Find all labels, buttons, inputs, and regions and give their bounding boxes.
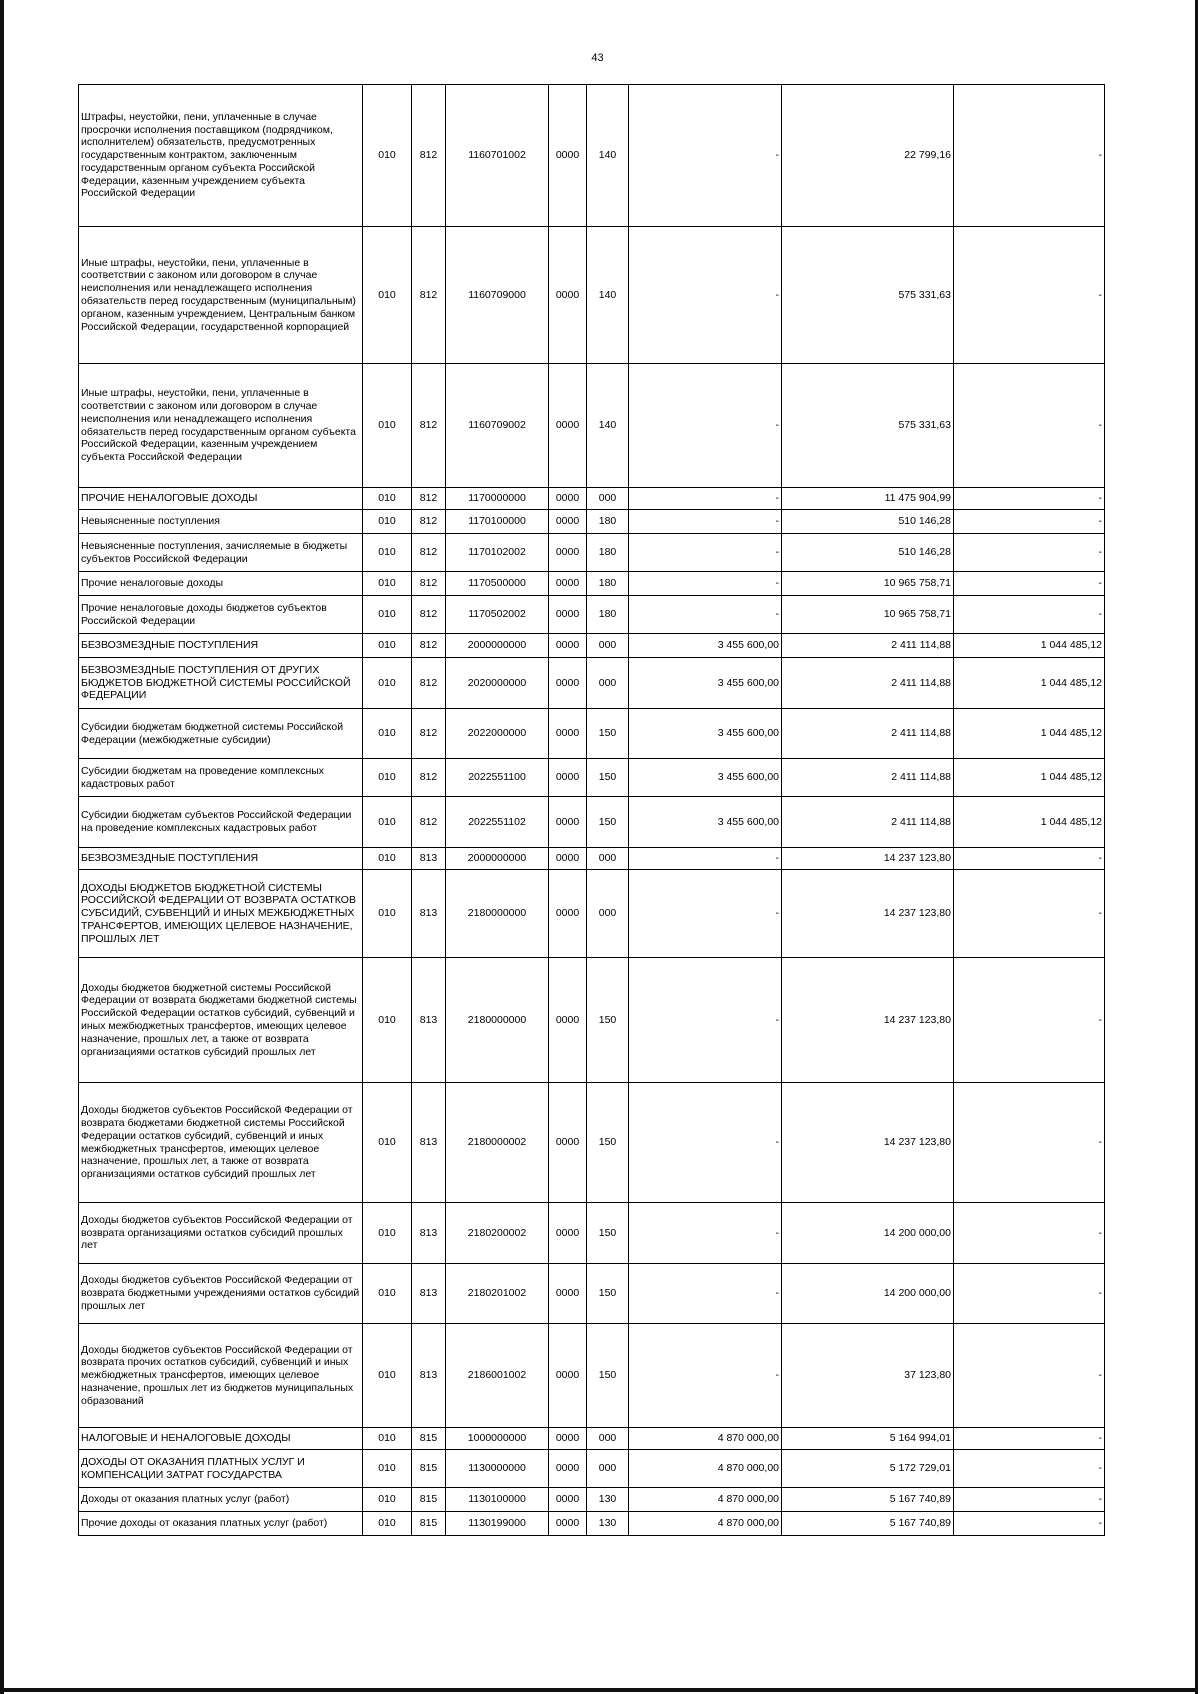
table-row bbox=[79, 1264, 1105, 1324]
row-code-4: 0000 bbox=[549, 488, 587, 510]
row-code-1: 010 bbox=[363, 634, 412, 658]
row-value-1: 4 870 000,00 bbox=[629, 1512, 782, 1536]
page-border-bottom bbox=[0, 1688, 1198, 1692]
row-description: Иные штрафы, неустойки, пени, уплаченные в соответствии с законом или договором в случае неисполнения или ненадлежащего исполнения обязательств перед государственным (муниципальным) органом, казенным учреждением, Центральным банком Российской Федерации, государственной корпорацией bbox=[79, 227, 363, 364]
row-value-3: - bbox=[954, 958, 1105, 1083]
table-row bbox=[79, 1428, 1105, 1450]
row-description: Доходы бюджетов субъектов Российской Федерации от возврата бюджетными учреждениями остатков субсидий прошлых лет bbox=[79, 1264, 363, 1324]
row-value-1: 4 870 000,00 bbox=[629, 1488, 782, 1512]
row-value-3: - bbox=[954, 870, 1105, 958]
row-value-1: - bbox=[629, 1324, 782, 1428]
table-row bbox=[79, 596, 1105, 634]
row-description: Невыясненные поступления, зачисляемые в бюджеты субъектов Российской Федерации bbox=[79, 534, 363, 572]
row-code-3: 2186001002 bbox=[446, 1324, 549, 1428]
row-code-3: 1000000000 bbox=[446, 1428, 549, 1450]
row-description: ДОХОДЫ БЮДЖЕТОВ БЮДЖЕТНОЙ СИСТЕМЫ РОССИЙСКОЙ ФЕДЕРАЦИИ ОТ ВОЗВРАТА ОСТАТКОВ СУБСИДИЙ, СУБВЕНЦИЙ И ИНЫХ МЕЖБЮДЖЕТНЫХ ТРАНСФЕРТОВ, ИМЕЮЩИХ ЦЕЛЕВОЕ НАЗНАЧЕНИЕ, ПРОШЛЫХ ЛЕТ bbox=[79, 870, 363, 958]
row-value-1: 3 455 600,00 bbox=[629, 759, 782, 797]
row-code-4: 0000 bbox=[549, 596, 587, 634]
row-code-1: 010 bbox=[363, 227, 412, 364]
row-value-2: 2 411 114,88 bbox=[782, 658, 954, 709]
row-code-1: 010 bbox=[363, 596, 412, 634]
row-code-5: 000 bbox=[587, 1450, 629, 1488]
row-code-3: 1170102002 bbox=[446, 534, 549, 572]
row-value-3: - bbox=[954, 572, 1105, 596]
row-value-1: 4 870 000,00 bbox=[629, 1428, 782, 1450]
row-code-2: 812 bbox=[412, 759, 446, 797]
table-row bbox=[79, 1203, 1105, 1264]
row-code-5: 150 bbox=[587, 1083, 629, 1203]
row-code-4: 0000 bbox=[549, 572, 587, 596]
row-value-3: - bbox=[954, 1488, 1105, 1512]
row-description: Прочие доходы от оказания платных услуг (работ) bbox=[79, 1512, 363, 1536]
row-code-5: 150 bbox=[587, 1324, 629, 1428]
income-table bbox=[78, 84, 1105, 1536]
row-value-3: - bbox=[954, 1083, 1105, 1203]
row-value-2: 10 965 758,71 bbox=[782, 572, 954, 596]
row-code-3: 1130199000 bbox=[446, 1512, 549, 1536]
row-code-5: 150 bbox=[587, 958, 629, 1083]
table-row bbox=[79, 227, 1105, 364]
row-value-1: 3 455 600,00 bbox=[629, 797, 782, 848]
row-code-3: 2180200002 bbox=[446, 1203, 549, 1264]
row-value-3: - bbox=[954, 848, 1105, 870]
row-description: БЕЗВОЗМЕЗДНЫЕ ПОСТУПЛЕНИЯ ОТ ДРУГИХ БЮДЖЕТОВ БЮДЖЕТНОЙ СИСТЕМЫ РОССИЙСКОЙ ФЕДЕРАЦИИ bbox=[79, 658, 363, 709]
row-code-2: 812 bbox=[412, 709, 446, 759]
row-value-1: 4 870 000,00 bbox=[629, 1450, 782, 1488]
row-value-3: - bbox=[954, 1264, 1105, 1324]
row-value-3: 1 044 485,12 bbox=[954, 759, 1105, 797]
row-code-1: 010 bbox=[363, 1450, 412, 1488]
row-description: Штрафы, неустойки, пени, уплаченные в случае просрочки исполнения поставщиком (подрядчиком, исполнителем) обязательств, предусмотренных государственным контрактом, заключенным государственным органом субъекта Российской Федерации, казенным учреждением субъекта Российской Федерации bbox=[79, 85, 363, 227]
table-row bbox=[79, 85, 1105, 227]
row-value-3: - bbox=[954, 534, 1105, 572]
page-border-right bbox=[1195, 0, 1198, 1694]
row-code-5: 000 bbox=[587, 634, 629, 658]
row-code-5: 000 bbox=[587, 1428, 629, 1450]
row-code-1: 010 bbox=[363, 488, 412, 510]
row-code-3: 2022000000 bbox=[446, 709, 549, 759]
row-code-1: 010 bbox=[363, 1203, 412, 1264]
row-code-4: 0000 bbox=[549, 1324, 587, 1428]
row-code-2: 815 bbox=[412, 1488, 446, 1512]
row-value-3: - bbox=[954, 1450, 1105, 1488]
table-body bbox=[79, 85, 1105, 1536]
row-code-4: 0000 bbox=[549, 709, 587, 759]
row-code-2: 813 bbox=[412, 1324, 446, 1428]
row-value-1: - bbox=[629, 227, 782, 364]
row-value-3: - bbox=[954, 1324, 1105, 1428]
table-row bbox=[79, 1083, 1105, 1203]
table-row bbox=[79, 1324, 1105, 1428]
row-code-4: 0000 bbox=[549, 797, 587, 848]
row-value-2: 5 167 740,89 bbox=[782, 1512, 954, 1536]
row-code-5: 150 bbox=[587, 1264, 629, 1324]
row-value-2: 5 167 740,89 bbox=[782, 1488, 954, 1512]
row-code-5: 130 bbox=[587, 1488, 629, 1512]
row-code-1: 010 bbox=[363, 364, 412, 488]
row-code-4: 0000 bbox=[549, 870, 587, 958]
row-code-3: 1170500000 bbox=[446, 572, 549, 596]
table-row bbox=[79, 1488, 1105, 1512]
row-value-2: 575 331,63 bbox=[782, 364, 954, 488]
row-code-2: 812 bbox=[412, 488, 446, 510]
row-value-1: - bbox=[629, 85, 782, 227]
row-value-3: - bbox=[954, 85, 1105, 227]
row-code-4: 0000 bbox=[549, 1512, 587, 1536]
row-value-1: - bbox=[629, 1264, 782, 1324]
row-code-4: 0000 bbox=[549, 364, 587, 488]
row-value-1: 3 455 600,00 bbox=[629, 634, 782, 658]
row-value-1: - bbox=[629, 1083, 782, 1203]
row-code-5: 180 bbox=[587, 510, 629, 534]
table-row bbox=[79, 797, 1105, 848]
row-code-5: 150 bbox=[587, 709, 629, 759]
row-value-2: 575 331,63 bbox=[782, 227, 954, 364]
row-description: Невыясненные поступления bbox=[79, 510, 363, 534]
row-description: Субсидии бюджетам на проведение комплексных кадастровых работ bbox=[79, 759, 363, 797]
row-code-5: 140 bbox=[587, 227, 629, 364]
table-row bbox=[79, 958, 1105, 1083]
row-value-1: - bbox=[629, 488, 782, 510]
row-value-1: - bbox=[629, 848, 782, 870]
table-row bbox=[79, 1450, 1105, 1488]
row-code-1: 010 bbox=[363, 510, 412, 534]
row-code-2: 812 bbox=[412, 797, 446, 848]
row-code-5: 180 bbox=[587, 534, 629, 572]
row-code-5: 130 bbox=[587, 1512, 629, 1536]
row-value-2: 2 411 114,88 bbox=[782, 709, 954, 759]
row-value-1: - bbox=[629, 1203, 782, 1264]
row-code-3: 2180201002 bbox=[446, 1264, 549, 1324]
row-description: Доходы бюджетов субъектов Российской Федерации от возврата прочих остатков субсидий, субвенций и иных межбюджетных трансфертов, имеющих целевое назначение, прошлых лет из бюджетов муниципальных образований bbox=[79, 1324, 363, 1428]
row-code-5: 150 bbox=[587, 1203, 629, 1264]
row-code-3: 1170000000 bbox=[446, 488, 549, 510]
row-code-2: 815 bbox=[412, 1450, 446, 1488]
row-code-2: 813 bbox=[412, 848, 446, 870]
row-code-2: 815 bbox=[412, 1428, 446, 1450]
row-value-3: 1 044 485,12 bbox=[954, 634, 1105, 658]
row-value-3: - bbox=[954, 1203, 1105, 1264]
row-value-2: 2 411 114,88 bbox=[782, 634, 954, 658]
row-value-2: 510 146,28 bbox=[782, 534, 954, 572]
row-code-4: 0000 bbox=[549, 848, 587, 870]
row-code-4: 0000 bbox=[549, 227, 587, 364]
row-value-2: 2 411 114,88 bbox=[782, 797, 954, 848]
row-description: ПРОЧИЕ НЕНАЛОГОВЫЕ ДОХОДЫ bbox=[79, 488, 363, 510]
row-code-1: 010 bbox=[363, 658, 412, 709]
row-value-3: - bbox=[954, 488, 1105, 510]
row-description: Прочие неналоговые доходы bbox=[79, 572, 363, 596]
row-code-5: 180 bbox=[587, 596, 629, 634]
row-code-2: 812 bbox=[412, 658, 446, 709]
row-code-3: 2020000000 bbox=[446, 658, 549, 709]
row-value-3: - bbox=[954, 1428, 1105, 1450]
row-code-1: 010 bbox=[363, 1324, 412, 1428]
row-code-4: 0000 bbox=[549, 1428, 587, 1450]
row-code-2: 812 bbox=[412, 364, 446, 488]
row-code-1: 010 bbox=[363, 85, 412, 227]
row-code-4: 0000 bbox=[549, 958, 587, 1083]
row-code-4: 0000 bbox=[549, 85, 587, 227]
row-value-2: 14 237 123,80 bbox=[782, 1083, 954, 1203]
row-code-1: 010 bbox=[363, 572, 412, 596]
row-value-2: 5 164 994,01 bbox=[782, 1428, 954, 1450]
table-row bbox=[79, 658, 1105, 709]
row-code-2: 815 bbox=[412, 1512, 446, 1536]
row-code-1: 010 bbox=[363, 1488, 412, 1512]
row-value-3: - bbox=[954, 364, 1105, 488]
row-code-5: 140 bbox=[587, 85, 629, 227]
row-code-3: 1130000000 bbox=[446, 1450, 549, 1488]
row-value-2: 14 237 123,80 bbox=[782, 870, 954, 958]
row-code-1: 010 bbox=[363, 534, 412, 572]
row-code-2: 813 bbox=[412, 1203, 446, 1264]
row-code-1: 010 bbox=[363, 759, 412, 797]
row-code-5: 150 bbox=[587, 759, 629, 797]
row-value-2: 5 172 729,01 bbox=[782, 1450, 954, 1488]
row-code-3: 1160701002 bbox=[446, 85, 549, 227]
row-code-3: 1160709000 bbox=[446, 227, 549, 364]
row-value-1: - bbox=[629, 534, 782, 572]
row-code-3: 1160709002 bbox=[446, 364, 549, 488]
row-code-4: 0000 bbox=[549, 1203, 587, 1264]
row-code-5: 000 bbox=[587, 658, 629, 709]
table-row bbox=[79, 848, 1105, 870]
row-code-2: 812 bbox=[412, 572, 446, 596]
row-code-1: 010 bbox=[363, 1264, 412, 1324]
table-row bbox=[79, 1512, 1105, 1536]
row-value-1: - bbox=[629, 958, 782, 1083]
row-value-1: - bbox=[629, 870, 782, 958]
row-value-3: - bbox=[954, 1512, 1105, 1536]
row-code-5: 000 bbox=[587, 848, 629, 870]
row-code-5: 140 bbox=[587, 364, 629, 488]
row-code-4: 0000 bbox=[549, 534, 587, 572]
row-value-1: 3 455 600,00 bbox=[629, 709, 782, 759]
row-code-1: 010 bbox=[363, 1083, 412, 1203]
row-code-2: 813 bbox=[412, 870, 446, 958]
row-description: Иные штрафы, неустойки, пени, уплаченные в соответствии с законом или договором в случае неисполнения или ненадлежащего исполнения обязательств перед государственным органом субъекта Российской Федерации, казенным учреждением субъекта Российской Федерации bbox=[79, 364, 363, 488]
row-code-1: 010 bbox=[363, 848, 412, 870]
row-code-4: 0000 bbox=[549, 1450, 587, 1488]
row-code-3: 1170502002 bbox=[446, 596, 549, 634]
row-code-4: 0000 bbox=[549, 1083, 587, 1203]
row-code-3: 2000000000 bbox=[446, 848, 549, 870]
row-description: Доходы от оказания платных услуг (работ) bbox=[79, 1488, 363, 1512]
row-code-5: 000 bbox=[587, 870, 629, 958]
table-row bbox=[79, 364, 1105, 488]
row-description: БЕЗВОЗМЕЗДНЫЕ ПОСТУПЛЕНИЯ bbox=[79, 634, 363, 658]
row-code-2: 812 bbox=[412, 510, 446, 534]
row-code-2: 812 bbox=[412, 85, 446, 227]
row-code-3: 2022551102 bbox=[446, 797, 549, 848]
page-number: 43 bbox=[591, 52, 604, 64]
row-code-2: 813 bbox=[412, 1264, 446, 1324]
row-value-2: 14 237 123,80 bbox=[782, 958, 954, 1083]
row-code-4: 0000 bbox=[549, 759, 587, 797]
row-code-2: 813 bbox=[412, 1083, 446, 1203]
row-value-1: - bbox=[629, 596, 782, 634]
table-row bbox=[79, 870, 1105, 958]
row-code-5: 000 bbox=[587, 488, 629, 510]
row-code-1: 010 bbox=[363, 870, 412, 958]
row-value-2: 14 200 000,00 bbox=[782, 1264, 954, 1324]
table-row bbox=[79, 534, 1105, 572]
row-code-4: 0000 bbox=[549, 1264, 587, 1324]
row-code-4: 0000 bbox=[549, 658, 587, 709]
row-description: Субсидии бюджетам бюджетной системы Российской Федерации (межбюджетные субсидии) bbox=[79, 709, 363, 759]
row-code-3: 2180000000 bbox=[446, 870, 549, 958]
row-description: Субсидии бюджетам субъектов Российской Федерации на проведение комплексных кадастровых работ bbox=[79, 797, 363, 848]
row-value-3: - bbox=[954, 596, 1105, 634]
row-value-2: 11 475 904,99 bbox=[782, 488, 954, 510]
row-code-3: 2180000000 bbox=[446, 958, 549, 1083]
row-code-5: 150 bbox=[587, 797, 629, 848]
row-code-1: 010 bbox=[363, 709, 412, 759]
row-code-2: 812 bbox=[412, 534, 446, 572]
row-code-3: 1170100000 bbox=[446, 510, 549, 534]
row-description: Доходы бюджетов бюджетной системы Российской Федерации от возврата бюджетами бюджетной системы Российской Федерации остатков субсидий, субвенций и иных межбюджетных трансфертов, имеющих целевое назначение, прошлых лет, а также от возврата организациями остатков субсидий прошлых лет bbox=[79, 958, 363, 1083]
table-row bbox=[79, 709, 1105, 759]
row-value-2: 37 123,80 bbox=[782, 1324, 954, 1428]
row-value-1: - bbox=[629, 572, 782, 596]
row-code-1: 010 bbox=[363, 958, 412, 1083]
row-description: Доходы бюджетов субъектов Российской Федерации от возврата организациями остатков субсидий прошлых лет bbox=[79, 1203, 363, 1264]
table-row bbox=[79, 510, 1105, 534]
table-row bbox=[79, 488, 1105, 510]
row-value-2: 14 200 000,00 bbox=[782, 1203, 954, 1264]
row-code-2: 813 bbox=[412, 958, 446, 1083]
row-value-1: 3 455 600,00 bbox=[629, 658, 782, 709]
row-value-2: 14 237 123,80 bbox=[782, 848, 954, 870]
row-code-3: 1130100000 bbox=[446, 1488, 549, 1512]
row-code-2: 812 bbox=[412, 634, 446, 658]
row-code-2: 812 bbox=[412, 596, 446, 634]
row-code-1: 010 bbox=[363, 797, 412, 848]
row-code-4: 0000 bbox=[549, 634, 587, 658]
row-code-1: 010 bbox=[363, 1512, 412, 1536]
table-row bbox=[79, 572, 1105, 596]
row-description: БЕЗВОЗМЕЗДНЫЕ ПОСТУПЛЕНИЯ bbox=[79, 848, 363, 870]
row-value-3: - bbox=[954, 510, 1105, 534]
row-code-3: 2022551100 bbox=[446, 759, 549, 797]
table-row bbox=[79, 759, 1105, 797]
row-value-2: 10 965 758,71 bbox=[782, 596, 954, 634]
row-code-3: 2180000002 bbox=[446, 1083, 549, 1203]
row-code-2: 812 bbox=[412, 227, 446, 364]
row-value-2: 510 146,28 bbox=[782, 510, 954, 534]
row-value-2: 2 411 114,88 bbox=[782, 759, 954, 797]
row-description: Прочие неналоговые доходы бюджетов субъектов Российской Федерации bbox=[79, 596, 363, 634]
row-value-1: - bbox=[629, 364, 782, 488]
page-border-left bbox=[0, 0, 4, 1694]
row-code-4: 0000 bbox=[549, 510, 587, 534]
row-code-3: 2000000000 bbox=[446, 634, 549, 658]
row-description: ДОХОДЫ ОТ ОКАЗАНИЯ ПЛАТНЫХ УСЛУГ И КОМПЕНСАЦИИ ЗАТРАТ ГОСУДАРСТВА bbox=[79, 1450, 363, 1488]
table-row bbox=[79, 634, 1105, 658]
row-code-4: 0000 bbox=[549, 1488, 587, 1512]
row-value-3: 1 044 485,12 bbox=[954, 709, 1105, 759]
row-code-1: 010 bbox=[363, 1428, 412, 1450]
row-description: Доходы бюджетов субъектов Российской Федерации от возврата бюджетами бюджетной системы Российской Федерации остатков субсидий, субвенций и иных межбюджетных трансфертов, имеющих целевое назначение, прошлых лет, а также от возврата организациями остатков субсидий прошлых лет bbox=[79, 1083, 363, 1203]
row-code-5: 180 bbox=[587, 572, 629, 596]
row-value-2: 22 799,16 bbox=[782, 85, 954, 227]
row-value-3: 1 044 485,12 bbox=[954, 658, 1105, 709]
row-value-1: - bbox=[629, 510, 782, 534]
row-value-3: 1 044 485,12 bbox=[954, 797, 1105, 848]
row-value-3: - bbox=[954, 227, 1105, 364]
row-description: НАЛОГОВЫЕ И НЕНАЛОГОВЫЕ ДОХОДЫ bbox=[79, 1428, 363, 1450]
